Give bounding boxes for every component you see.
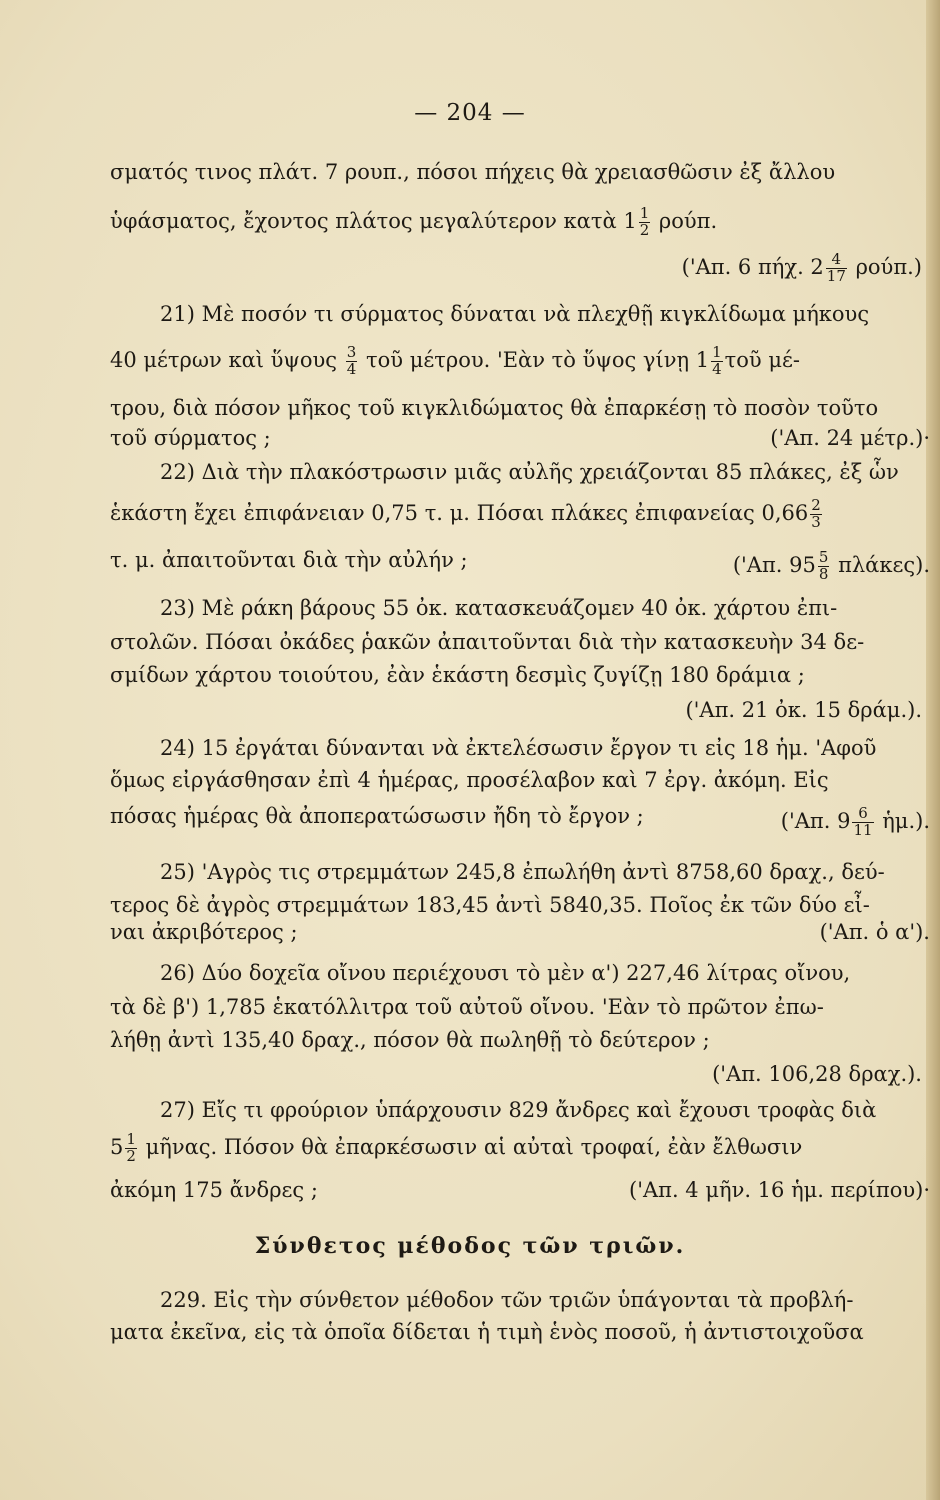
text-line: ὅμως εἰργάσθησαν ἐπὶ 4 ἡμέρας, προσέλαβον καὶ 7 ἐργ. ἀκόμη. Εἰς	[110, 768, 829, 792]
text-line: τερος δὲ ἀγρὸς στρεμμάτων 183,45 ἀντὶ 5840,35. Ποῖος ἐκ τῶν δύο εἶ-	[110, 893, 870, 917]
text-segment: ('Απ. 9	[780, 808, 851, 833]
text-segment: ('Απ. 6 πήχ. 2	[681, 254, 824, 279]
text-line: τὰ δὲ β') 1,785 ἑκατόλλιτρα τοῦ αὐτοῦ οἴνου. 'Εὰν τὸ πρῶτον ἐπω-	[110, 995, 824, 1019]
text-line: 23) Μὲ ράκη βάρους 55 ὀκ. κατασκευάζομεν 40 ὀκ. χάρτου ἐπι-	[160, 596, 838, 620]
fraction	[826, 252, 847, 285]
text-line: στολῶν. Πόσαι ὀκάδες ῥακῶν ἀπαιτοῦνται διὰ τὴν κατασκευὴν 34 δε-	[110, 630, 865, 654]
text-segment: τ. μ. ἀπαιτοῦνται διὰ τὴν αὐλήν ;	[110, 548, 468, 572]
answer-line	[682, 252, 922, 285]
text-line: 25) 'Αγρὸς τις στρεμμάτων 245,8 ἐπωλήθη ἀντὶ 8758,60 δραχ., δεύ-	[160, 860, 885, 884]
text-line	[110, 428, 930, 449]
page-number: — 204 —	[414, 100, 526, 126]
fraction-denominator: 17	[826, 266, 846, 285]
text-line: 21) Μὲ ποσόν τι σύρματος δύναται νὰ πλεχθῇ κιγκλίδωμα μήκους	[160, 302, 870, 326]
fraction-denominator: 2	[126, 1146, 136, 1165]
text-segment: 40 μέτρων καὶ ὕψους	[110, 347, 338, 372]
text-segment: πλάκες).	[838, 552, 930, 577]
answer-line: ('Απ. 21 ὀκ. 15 δράμ.).	[685, 698, 922, 722]
text-line: τρου, διὰ πόσον μῆκος τοῦ κιγκλιδώματος θὰ ἐπαρκέσῃ τὸ ποσὸν τοῦτο	[110, 396, 879, 420]
answer-text: ('Απ. 24 μέτρ.)·	[770, 426, 930, 450]
fraction	[818, 550, 830, 583]
fraction-denominator: 3	[811, 512, 821, 531]
text-segment: πόσας ἡμέρας θὰ ἀποπερατώσωσιν ἤδη τὸ ἔργον ;	[110, 804, 644, 828]
text-line	[110, 550, 930, 583]
section-heading: Σύνθετος μέθοδος τῶν τριῶν.	[254, 1233, 686, 1259]
answer-text	[781, 806, 930, 839]
text-line: 22) Διὰ τὴν πλακόστρωσιν μιᾶς αὐλῆς χρειάζονται 85 πλάκες, ἐξ ὧν	[160, 460, 899, 484]
text-line: 229. Εἰς τὴν σύνθετον μέθοδον τῶν τριῶν ὑπάγονται τὰ προβλή-	[160, 1288, 854, 1312]
text-segment: ἀκόμη 175 ἄνδρες ;	[110, 1178, 318, 1202]
answer-text: ('Απ. 4 μῆν. 16 ἡμ. περίπου)·	[629, 1178, 930, 1202]
fraction-denominator: 8	[818, 564, 829, 583]
fraction	[852, 806, 873, 839]
text-line	[110, 206, 930, 239]
fraction	[711, 345, 723, 378]
text-segment: ρούπ.)	[855, 254, 922, 279]
text-line	[110, 498, 930, 531]
fraction-numerator: 2	[811, 496, 821, 514]
text-line	[110, 1180, 930, 1201]
text-line: λήθῃ ἀντὶ 135,40 δραχ., πόσον θὰ πωληθῇ τὸ δεύτερον ;	[110, 1028, 710, 1052]
text-segment: μῆνας. Πόσον θὰ ἐπαρκέσωσιν αἱ αὐταὶ τροφαί, ἐὰν ἔλθωσιν	[145, 1134, 803, 1159]
text-segment: τοῦ σύρματος ;	[110, 426, 271, 450]
fraction	[125, 1132, 137, 1165]
fraction-numerator: 4	[826, 252, 847, 269]
fraction	[639, 206, 651, 239]
fraction-numerator: 1	[126, 1130, 136, 1148]
text-segment: ναι ἀκριβότερος ;	[110, 920, 298, 944]
fraction-numerator: 1	[712, 343, 722, 361]
text-line	[110, 806, 930, 839]
text-segment: ἡμ.).	[882, 808, 930, 833]
answer-text	[733, 550, 930, 583]
text-line: σματός τινος πλάτ. 7 ρουπ., πόσοι πήχεις θὰ χρειασθῶσιν ἐξ ἄλλου	[110, 160, 836, 184]
text-segment: τοῦ μέ-	[724, 347, 800, 372]
fraction-denominator: 4	[712, 359, 722, 378]
text-line: 26) Δύο δοχεῖα οἴνου περιέχουσι τὸ μὲν α') 227,46 λίτρας οἴνου,	[160, 961, 851, 985]
text-line: 24) 15 ἐργάται δύνανται νὰ ἐκτελέσωσιν ἔργον τι εἰς 18 ἡμ. 'Αφοῦ	[160, 736, 877, 760]
fraction-numerator: 1	[639, 204, 650, 222]
answer-text: ('Απ. ὁ α').	[819, 920, 930, 944]
fraction-denominator: 4	[346, 359, 357, 378]
text-segment: ἑκάστη ἔχει ἐπιφάνειαν 0,75 τ. μ. Πόσαι πλάκες ἐπιφανείας 0,66	[110, 500, 809, 525]
fraction-numerator: 3	[346, 343, 357, 361]
text-segment: τοῦ μέτρου. 'Εὰν τὸ ὕψος γίνῃ 1	[366, 347, 710, 372]
text-line: σμίδων χάρτου τοιούτου, ἐὰν ἑκάστη δεσμὶς ζυγίζῃ 180 δράμια ;	[110, 663, 805, 687]
text-line: 27) Εἴς τι φρούριον ὑπάρχουσιν 829 ἄνδρες καὶ ἔχουσι τροφὰς διὰ	[160, 1098, 877, 1122]
fraction-denominator: 11	[853, 820, 873, 839]
text-segment: ρούπ.	[658, 208, 718, 233]
text-line: ματα ἐκεῖνα, εἰς τὰ ὁποῖα δίδεται ἡ τιμὴ ἑνὸς ποσοῦ, ἡ ἀντιστοιχοῦσα	[110, 1320, 864, 1344]
fraction-numerator: 6	[852, 806, 873, 823]
text-line	[110, 922, 930, 943]
text-segment: 5	[110, 1134, 124, 1159]
text-segment: ('Απ. 95	[732, 552, 816, 577]
text-segment: ὑφάσματος, ἔχοντος πλάτος μεγαλύτερον κατὰ 1	[110, 208, 637, 233]
text-line	[110, 345, 930, 378]
fraction-denominator: 2	[639, 220, 650, 239]
fraction	[346, 345, 358, 378]
text-line	[110, 1132, 930, 1165]
fraction-numerator: 5	[818, 548, 829, 566]
fraction	[810, 498, 822, 531]
answer-line: ('Απ. 106,28 δραχ.).	[712, 1062, 922, 1086]
